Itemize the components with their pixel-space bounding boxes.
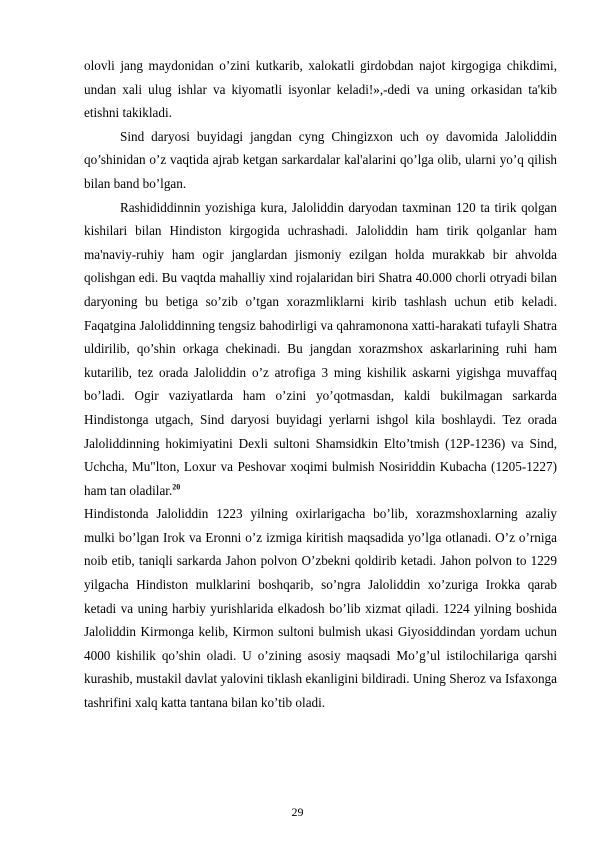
paragraph-text: Sind daryosi buyidagi jangdan cyng Chingizxon uch oy davomida Jaloliddin qo’shinidan o’z vaqtida ajrab ketgan sarkardalar kal'alarini qo’lga olib, ularni yo’q qilish bilan band bo’lgan. — [84, 128, 557, 191]
body-text — [84, 54, 557, 715]
page-number: 29 — [291, 805, 304, 819]
paragraph-1 — [84, 54, 557, 125]
paragraph-text: Rashididdinnin yozishiga kura, Jaloliddin daryodan taxminan 120 ta tirik qolgan kishilari bilan Hindiston kirgogida uchrashadi. Jaloliddin ham tirik qolganlar ham ma'naviy-ruhiy ham ogir janglardan jismoniy ezilgan holda murakkab bir ahvolda qolishgan edi. Bu vaqtda mahalliy xind rojalaridan biri Shatra 40.000 chorli otryadi bilan daryoning bu betiga so’zib o’tgan xorazmliklarni kirib tashlash uchun etib keladi. Faqatgina Jaloliddinning tengsiz bahodirligi va qahramonona xatti-harakati tufayli Shatra uldirilib, qo’shin orkaga chekinadi. Bu jangdan xorazmshox askarlarining ruhi ham kutarilib, tez orada Jaloliddin o’z atrofiga 3 ming kishilik askarni yigishga muvaffaq bo’ladi. Ogir vaziyatlarda ham o’zini yo’qotmasdan, kaldi bukilmagan sarkarda Hindistonga utgach, Sind daryosi buyidagi yerlarni ishgol kila boshlaydi. Tez orada Jaloliddinning hokimiyatini Dexli sultoni Shamsidkin Elto’tmish (12P-1236) va Sind, Uchcha, Mu"lton, Loxur va Peshovar xoqimi bulmish Nosiriddin Kubacha (1205-1227) ham tan oladilar. — [84, 199, 557, 498]
paragraph-text: Hindistonda Jaloliddin 1223 yilning oxirlarigacha bo’lib, xorazmshoxlarning azaliy mulki bo’lgan Irok va Eronni o’z izmiga kiritish maqsadida yo’lga otlanadi. O’z o’rniga noib etib, taniqli sarkarda Jahon polvon O’zbekni qoldirib ketadi. Jahon polvon to 1229 yilgacha Hindiston mulklarini boshqarib, so’ngra Jaloliddin xo’zuriga Irokka qarab ketadi va uning harbiy yurishlarida elkadosh bo’lib xizmat qiladi. 1224 yilning boshida Jaloliddin Kirmonga kelib, Kirmon sultoni bulmish ukasi Giyosiddindan yordam uchun 4000 kishilik qo’shin oladi. U o’zining asosiy maqsadi Mo’g’ul istilochilariga qarshi kurashib, mustakil davlat yalovini tiklash ekanligini bildiradi. Uning Sheroz va Isfaxonga tashrifini xalq katta tantana bilan ko’tib oladi. — [84, 506, 557, 711]
paragraph-text: olovli jang maydonidan o’zini kutkarib, xalokatli girdobdan najot kirgogiga chikdimi, undan xali ulug ishlar va kiyomatli isyonlar keladi!»,-dedi va uning orkasidan ta'kib etishni takikladi. — [84, 58, 557, 121]
paragraph-4 — [84, 502, 557, 714]
paragraph-3 — [84, 196, 557, 503]
paragraph-2 — [84, 125, 557, 196]
footnote-marker[interactable]: 20 — [172, 482, 181, 492]
